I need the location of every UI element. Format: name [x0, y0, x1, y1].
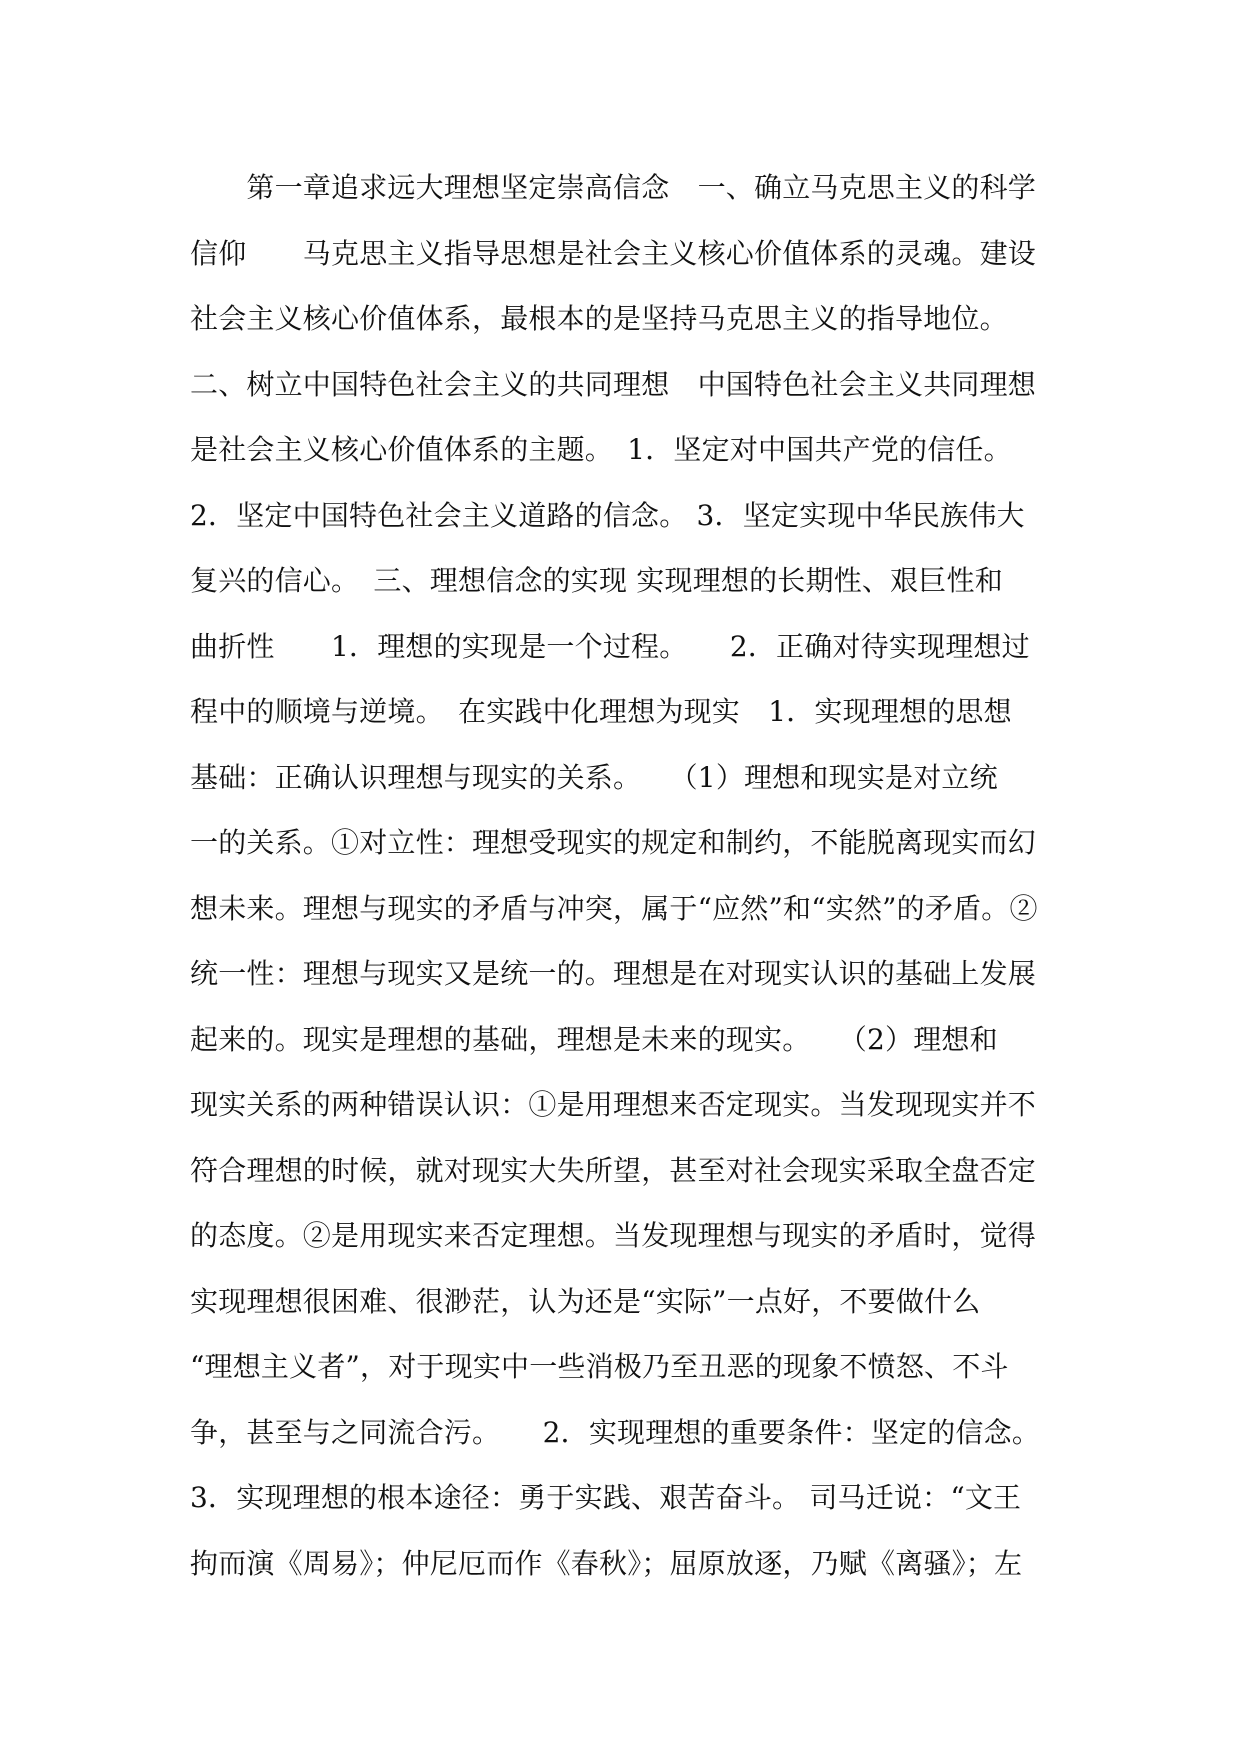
text-line: 统一性：理想与现实又是统一的。理想是在对现实认识的基础上发展 — [190, 957, 1037, 990]
text-line: “理想主义者”，对于现实中一些消极乃至丑恶的现象不愤怒、不斗 — [190, 1350, 1009, 1383]
text-line: 符合理想的时候，就对现实大失所望，甚至对社会现实采取全盘否定 — [190, 1153, 1037, 1187]
text-line: 想未来。理想与现实的矛盾与冲突，属于“应然”和“实然”的矛盾。② — [190, 891, 1038, 925]
text-line: 曲折性 1．理想的实现是一个过程。 2．正确对待实现理想过 — [190, 629, 1030, 663]
text-line: 3．实现理想的根本途径：勇于实践、艰苦奋斗。 司马迁说：“文王 — [190, 1481, 1022, 1514]
text-line: 起来的。现实是理想的基础，理想是未来的现实。 （2）理想和 — [190, 1022, 998, 1056]
text-line: 复兴的信心。 三、理想信念的实现 实现理想的长期性、艰巨性和 — [190, 564, 1003, 597]
text-line: 现实关系的两种错误认识：①是用理想来否定现实。当发现现实并不 — [190, 1088, 1037, 1121]
text-line: 实现理想很困难、很渺茫，认为还是“实际”一点好，不要做什么 — [190, 1284, 981, 1318]
text-line: 第一章追求远大理想坚定崇高信念 一、确立马克思主义的科学 — [190, 171, 1037, 204]
text-line: 社会主义核心价值体系，最根本的是坚持马克思主义的指导地位。 — [190, 302, 1008, 335]
text-line: 基础：正确认识理想与现实的关系。 （1）理想和现实是对立统 — [190, 760, 998, 794]
text-line: 拘而演《周易》；仲尼厄而作《春秋》；屈原放逐，乃赋《离骚》；左 — [190, 1546, 1023, 1580]
text-line: 的态度。②是用现实来否定理想。当发现理想与现实的矛盾时，觉得 — [190, 1219, 1037, 1252]
text-line: 程中的顺境与逆境。 在实践中化理想为现实 1．实现理想的思想 — [190, 695, 1012, 728]
text-line: 信仰 马克思主义指导思想是社会主义核心价值体系的灵魂。建设 — [190, 236, 1037, 270]
text-line: 二、树立中国特色社会主义的共同理想 中国特色社会主义共同理想 — [190, 367, 1037, 401]
text-line: 2．坚定中国特色社会主义道路的信念。 3．坚定实现中华民族伟大 — [190, 498, 1025, 532]
text-line: 争，甚至与之同流合污。 2．实现理想的重要条件：坚定的信念。 — [190, 1415, 1041, 1449]
document-body — [190, 155, 1070, 1596]
text-line: 一的关系。①对立性：理想受现实的规定和制约，不能脱离现实而幻 — [190, 826, 1037, 859]
text-line: 是社会主义核心价值体系的主题。 1．坚定对中国共产党的信任。 — [190, 433, 1012, 466]
